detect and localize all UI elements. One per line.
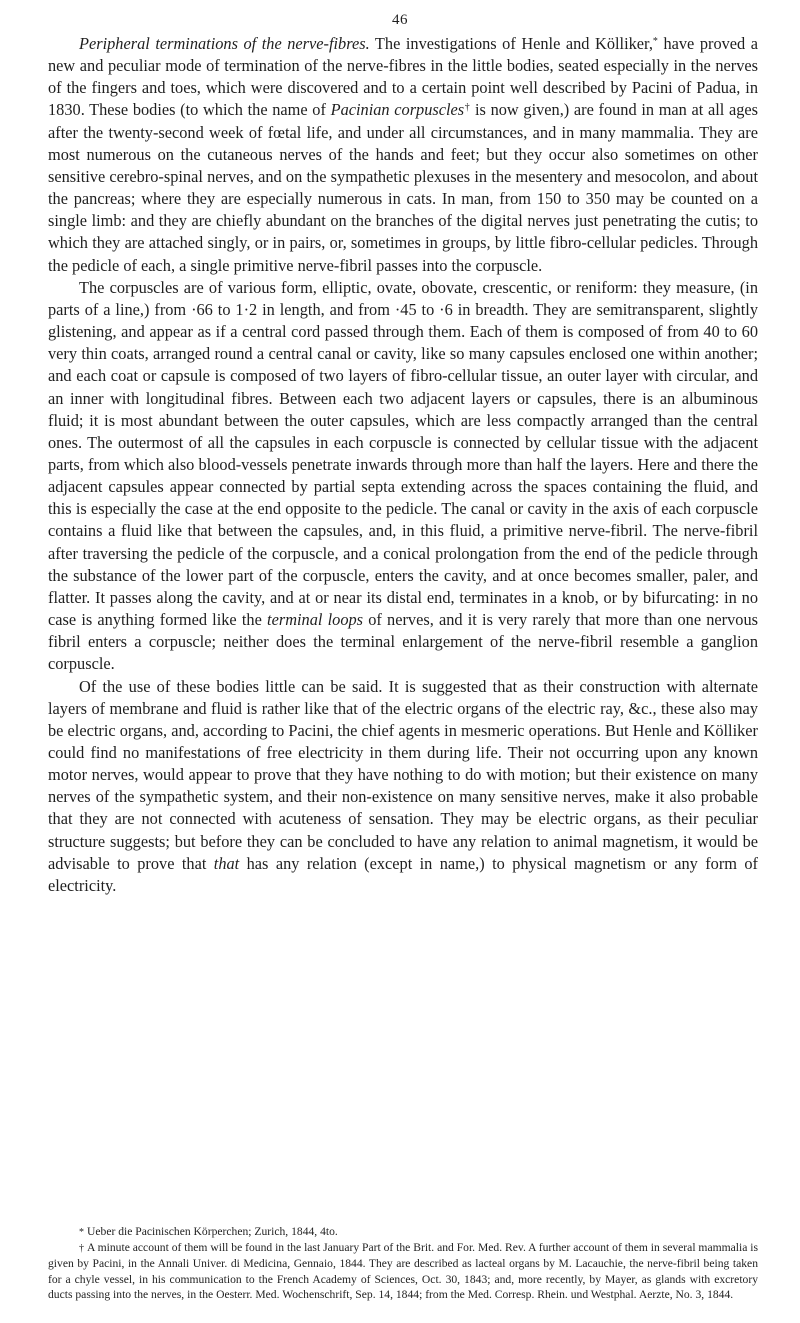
text-run: has any relation (except in name,) to physical magnetism or any form of electricity. (48, 853, 759, 895)
text-run: is now given,) are found in man at all ages after the twenty-second week of fœtal life, and under all circumstances, and in many mammalia. They are most numerous on the cutaneous nerves of the hands and feet; but they occur also sometimes on other sensitive cerebro-spinal nerves, and on the sympathetic plexuses in the mesentery and mesocolon, and about the pancreas; where they are especially numerous in cats. In man, from 150 to 350 may be counted on a single limb: and they are chiefly abundant on the branches of the digital nerves just penetrating the cutis; to which they are attached singly, or in pairs, or, sometimes in groups, by little fibro-cellular pedicles. Through the pedicle of each, a single primitive nerve-fibril passes into the corpuscle. (48, 100, 759, 275)
italic-text: terminal loops (267, 610, 364, 630)
text-run: have proved a new and peculiar mode of termination of the nerve-fibres in the little bodies, seated especially in the nerves of the fingers and toes, which were discovered and to a certain point well described by Pacini of Padua, in 1830. These bodies (to which the name of (48, 34, 759, 120)
text-run: The investigations of Henle and Kölliker, (369, 34, 653, 53)
text-run: The corpuscles are of various form, elliptic, ovate, obovate, crescentic, or reniform: they measure, (in parts of a line,) from ·66 to 1·2 in length, and from ·45 to ·6 in breadth. They are semitransparent, slightly glistening, and appear as if a central cord passed through them. Each of them is composed of from 40 to 60 very thin coats, arranged round a central canal or cavity, like so many capsules enclosed one within another; and each coat or capsule is composed of two layers of fibro-cellular tissue, an outer layer with circular, and an inner with longitudinal fibres. Between each two adjacent layers or capsules, there is an albuminous fluid; it is most abundant between the outer capsules, which are less compactly arranged than the central ones. The outermost of all the capsules in each corpuscle is connected by cellular tissue with the adjacent parts, from which also blood-vessels penetrate inwards through more than half the layers. Here and there the adjacent capsules appear connected by partial septa extending across the spaces containing the fluid, and this is especially the case at the end opposite to the pedicle. The canal or cavity in the axis of each corpuscle contains a fluid like that between the capsules, and, in this fluid, a primitive nerve-fibril. The nerve-fibril after traversing the pedicle of the corpuscle, and a conical prolongation from the end of the pedicle through the substance of the lower part of the corpuscle, enters the cavity, and at once becomes smaller, paler, and flatter. It passes along the cavity, and at or near its distal end, terminates in a knob, or by bifurcating: in no case is anything formed like the (48, 277, 758, 630)
footnote-mark: * (79, 1227, 84, 1238)
footnotes (48, 1224, 758, 1302)
paragraph-peripheral-terminations (48, 33, 758, 277)
footnote-reference: * (652, 36, 658, 47)
footnote-text: Ueber die Pacinischen Körperchen; Zurich, 1844, 4to. (87, 1225, 338, 1238)
footnote-text: A minute account of them will be found in the last January Part of the Brit. and For. Med. Rev. A further account of them in several mammalia is given by Pacini, in the Annali Univer. di Medicina, Gennaio, 1844. They are described as lacteal organs by M. Lacauchie, the nerve-fibril being taken for a chyle vessel, in his communication to the French Academy of Sciences, Oct. 30, 1843; and, more recently, by Mayer, as glands with excretory ducts passing into the nerves, in the Oesterr. Med. Wochenschrift, Sep. 14, 1844; from the Med. Corresp. Rhein. und Westphal. Aerzte, No. 3, 1844. (48, 1241, 759, 1301)
footnote-2 (48, 1240, 758, 1302)
text-run: of nerves, and it is very rarely that more than one nervous fibril enters a corpuscle; neither does the terminal enlargement of the nerve-fibril resemble a ganglion corpuscle. (48, 610, 759, 674)
page-number: 46 (392, 12, 408, 28)
italic-text: Peripheral terminations of the nerve-fibres. (79, 34, 370, 53)
text-run: Of the use of these bodies little can be said. It is suggested that as their construction with alternate layers of membrane and fluid is rather like that of the electric organs of the electric ray, &c., these also may be electric organs, and, according to Pacini, the chief agents in mesmeric operations. But Henle and Kölliker could find no manifestations of free electricity in them during life. Their not occurring upon any known motor nerves, would appear to prove that they have nothing to do with motion; but their existence on many nerves of the sympathetic system, and their non-existence on many sensitive nerves, make it also probable that they are not connected with acuteness of sensation. They may be electric organs, as their peculiar structure suggests; but before they can be concluded to have any relation to animal magnetism, it would be advisable to prove that (48, 676, 758, 873)
paragraph-corpuscle-structure (48, 277, 758, 676)
main-text (48, 33, 758, 897)
italic-text: Pacinian corpuscles (330, 100, 465, 120)
footnote-reference: † (464, 102, 471, 114)
footnote-mark: † (79, 1243, 85, 1255)
paragraph-use-of-bodies (48, 676, 758, 898)
italic-text: that (213, 853, 240, 873)
footnote-1 (48, 1224, 758, 1240)
